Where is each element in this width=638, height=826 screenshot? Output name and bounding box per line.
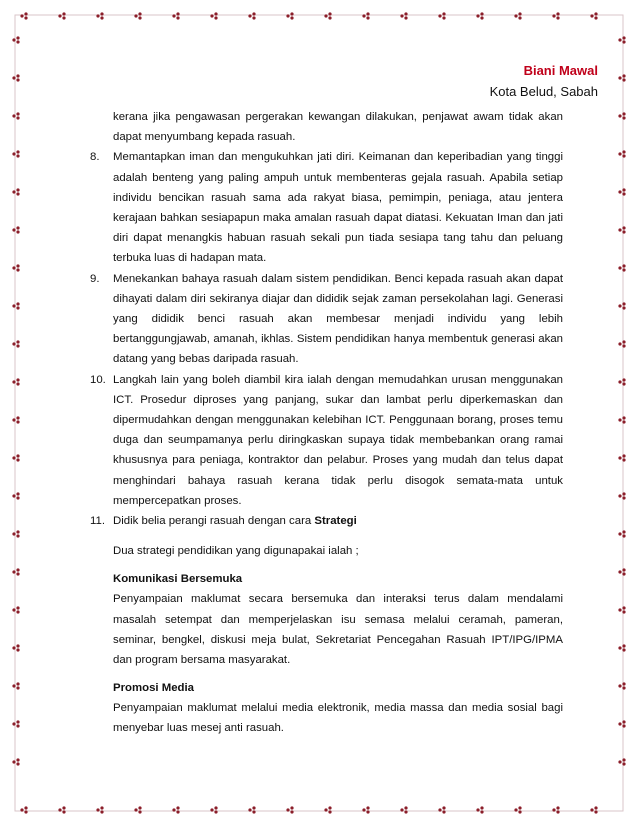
author-name: Biani Mawal	[523, 63, 598, 78]
list-number: 9.	[90, 272, 100, 285]
list-item-text: Didik belia perangi rasuah dengan cara	[113, 515, 312, 528]
list-item-8	[90, 147, 563, 268]
section-heading-komunikasi: Komunikasi Bersemuka	[113, 573, 243, 586]
section-text-komunikasi: Penyampaian maklumat secara bersemuka dan interaksi terus dalam mendalami masalah setempat dan memperjelaskan isu semasa melalui ceramah, pameran, seminar, bengkel, diskusi meja bulat, Sekretariat Pencegahan Rasuah IPT/IPG/IPMA dan program bersama masyarakat.	[113, 593, 563, 667]
list-item-10	[90, 370, 563, 511]
strategy-lead: Dua strategi pendidikan yang digunapakai ialah ;	[113, 545, 359, 558]
continuation-paragraph: kerana jika pengawasan pergerakan kewangan dilakukan, penjawat awam tidak akan dapat menyumbang kepada rasuah.	[113, 111, 563, 144]
strategy-block	[90, 541, 563, 738]
list-item-9	[90, 269, 563, 370]
list-item-text: Menekankan bahaya rasuah dalam sistem pendidikan. Benci kepada rasuah akan dapat dihayati dalam diri sekiranya diajar dan dididik sejak zaman persekolahan lagi. Generasi yang dididik benci rasuah akan membesar menjadi individu yang lebih bertanggungjawab, amanah, ikhlas. Sistem pendidikan hanya membentuk generasi akan datang yang bebas daripada rasuah.	[113, 272, 563, 366]
section-heading-promosi: Promosi Media	[113, 682, 195, 695]
list-item-text: Langkah lain yang boleh diambil kira ialah dengan memudahkan urusan menggunakan ICT. Prosedur diproses yang panjang, sukar dan lambat perlu diperkemaskan dan dipermudahkan dengan menggunakan kelebihan ICT. Penggunaan borang, proses temu duga dan seumpamanya perlu diringkaskan supaya tidak membebankan orang ramai khususnya para peniaga, kontraktor dan pelabur. Proses yang mudah dan telus dapat menghindari bahaya rasuah kerana tidak perlu disogok semata-mata untuk mempercepatkan proses.	[113, 373, 563, 507]
list-item-text: Memantapkan iman dan mengukuhkan jati diri. Keimanan dan keperibadian yang tinggi adalah benteng yang paling ampuh untuk membenteras gejala rasuah. Apabila setiap individu bencikan rasuah sama ada rakyat biasa, pemimpin, peniaga, atau jentera kerajaan bahkan sesiapapun maka amalan rasuah dapat diatasi. Kekuatan Iman dan jati diri dapat menangkis habuan rasuah sekali pun tiada sesiapa tang tahu dan peluang terbuka luas di hadapan mata.	[113, 151, 563, 265]
author-location: Kota Belud, Sabah	[489, 84, 598, 99]
strategy-emphasis: Strategi	[314, 515, 357, 528]
section-text-promosi: Penyampaian maklumat melalui media elektronik, media massa dan media sosial bagi menyebar luas mesej anti rasuah.	[113, 702, 563, 735]
list-item-11	[90, 511, 563, 531]
header	[490, 62, 598, 100]
document-body	[90, 107, 563, 739]
list-number: 11.	[90, 515, 105, 528]
list-number: 8.	[90, 151, 100, 164]
list-number: 10.	[90, 373, 106, 386]
